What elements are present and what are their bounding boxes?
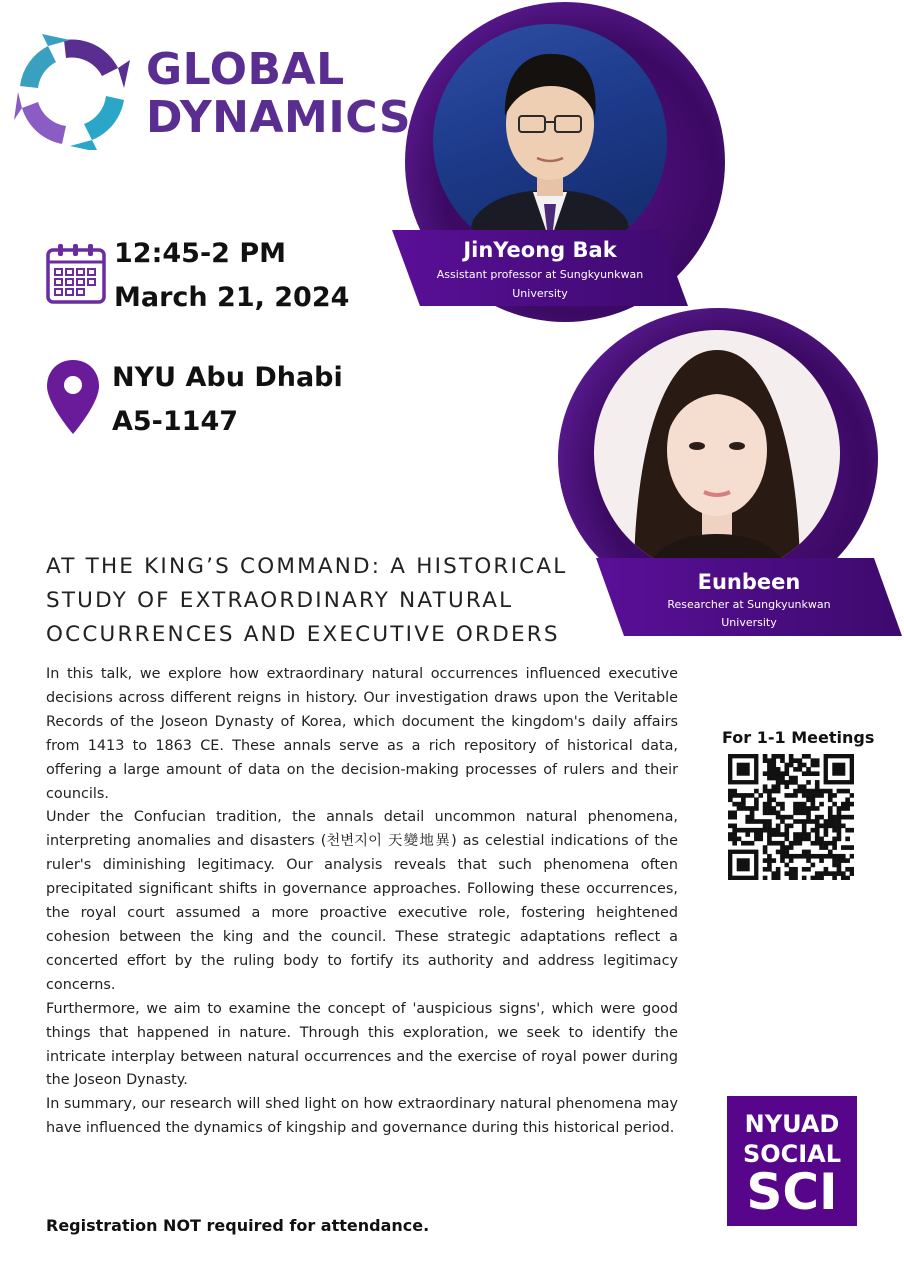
speaker-2-photo [594,330,840,576]
speaker-2-name: Eunbeen [697,570,801,594]
qr-code[interactable] [728,754,854,880]
calendar-icon [45,242,107,306]
event-time-block [114,232,349,320]
event-location-block [112,356,343,444]
meetings-label: For 1-1 Meetings [722,728,875,747]
event-time: 12:45-2 PM [114,238,286,269]
talk-title-line-3: OCCURRENCES AND EXECUTIVE ORDERS [46,622,560,647]
registration-note: Registration NOT required for attendance. [46,1216,430,1235]
speaker-1-banner [392,230,688,312]
speaker-1-role-line-1: Assistant professor at Sungkyunkwan [436,268,644,281]
logo-line-2: DYNAMICS [146,92,412,143]
speaker-2-role-line-2: University [721,616,777,629]
abstract-paragraph-1: In this talk, we explore how extraordinary natural occurrences influenced executive decisions across different reigns in history. Our investigation draws upon the Veritable Records of the Joseon Dynasty of Korea, which document the kingdom's daily affairs from 1413 to 1863 CE. These annals serve as a rich repository of historical data, offering a large amount of data on the decision-making processes of rulers and their councils. [46,666,678,802]
nyuad-logo-line-1: NYUAD [744,1110,840,1138]
event-venue: NYU Abu Dhabi [112,362,343,393]
talk-title-line-1: AT THE KING’S COMMAND: A HISTORICAL [46,554,568,579]
global-dynamics-wordmark [146,46,411,142]
talk-abstract [46,663,678,1141]
nyuad-social-sci-logo [727,1096,857,1226]
event-date: March 21, 2024 [114,282,350,313]
nyuad-logo-line-2: SOCIAL [742,1140,842,1168]
speaker-2-banner [596,558,902,638]
event-room: A5-1147 [112,406,239,437]
location-pin-icon [45,358,101,436]
talk-title-line-2: STUDY OF EXTRAORDINARY NATURAL [46,588,514,613]
abstract-paragraph-2: Under the Confucian tradition, the annals detail uncommon natural phenomena, interpreting anomalies and disasters (천변지이 天變地異) as celestial indications of the ruler's diminishing legitimacy. Our analysis reveals that such phenomena often precipitated significant shifts in governance approaches. Following these occurrences, the royal court assumed a more proactive executive role, fostering heightened cohesion between the king and the council. These strategic adaptations reflect a concerted effort by the ruling body to fortify its authority and address legitimacy concerns. [46,809,678,993]
nyuad-logo-line-3: SCI [746,1163,838,1221]
logo-line-1: GLOBAL [146,44,345,95]
talk-title [46,550,586,652]
global-dynamics-logo-icon [14,34,130,150]
speaker-1-role-line-2: University [512,287,568,300]
speaker-2-role-line-1: Researcher at Sungkyunkwan [667,598,831,611]
abstract-paragraph-4: In summary, our research will shed light on how extraordinary natural phenomena may have influenced the dynamics of kingship and governance during this historical period. [46,1096,678,1137]
speaker-1-photo [433,24,667,258]
speaker-1-name: JinYeong Bak [463,238,617,262]
abstract-paragraph-3: Furthermore, we aim to examine the concept of 'auspicious signs', which were good things that happened in nature. Through this exploration, we seek to identify the intricate interplay between natural occurrences and the exercise of royal power during the Joseon Dynasty. [46,1000,678,1089]
